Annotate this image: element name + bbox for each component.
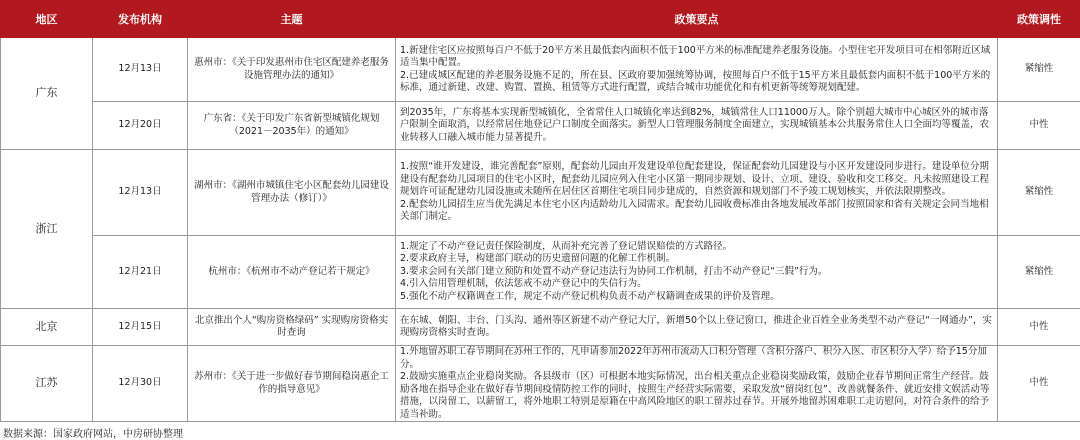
table-row (1, 236, 1080, 309)
table-row (1, 102, 1080, 150)
topic-cell: 北京推出个人“购房资格绿码” 实现购房资格实时查询 (188, 309, 396, 346)
table-row (1, 150, 1080, 236)
tone-cell: 中性 (998, 102, 1080, 150)
date-cell: 12月13日 (93, 150, 188, 236)
tone-cell: 紧缩性 (998, 150, 1080, 236)
tone-cell: 中性 (998, 346, 1080, 422)
policy-point: 1.规定了不动产登记责任保险制度，从而补充完善了登记错误赔偿的方式路径。 (400, 240, 733, 252)
table-header-row (1, 1, 1080, 38)
topic-cell: 广东省：《关于印发广东省新型城镇化规划（2021－2035年）的通知》 (188, 102, 396, 150)
policy-point: 3.要求会同有关部门建立预防和处置不动产登记违法行为协同工作机制，打击不动产登记“三假”行为。 (400, 265, 828, 277)
policy-points-cell (396, 38, 998, 102)
table-row (1, 38, 1080, 102)
header-topic: 主题 (188, 1, 396, 38)
header-points: 政策要点 (396, 1, 998, 38)
topic-cell: 惠州市：《关于印发惠州市住宅区配建养老服务设施管理办法的通知》 (188, 38, 396, 102)
policy-point: 在东城、朝阳、丰台、门头沟、通州等区新建不动产登记大厅，新增50个以上登记窗口，推进企业百姓全业务类型不动产登记“一网通办”，实现购房资格实时查询。 (400, 314, 992, 338)
date-cell: 12月21日 (93, 236, 188, 309)
policy-points-cell (396, 346, 998, 422)
policy-point: 4.引入信用管理机制，依法惩戒不动产登记中的失信行为。 (400, 278, 647, 290)
header-tone: 政策调性 (998, 1, 1080, 38)
tone-cell: 紧缩性 (998, 38, 1080, 102)
policy-point: 1.新建住宅区应按照每百户不低于20平方米且最低套内面积不低于100平方米的标准配建养老服务设施。小型住宅开发项目可在相邻附近区域适当集中配置。 (400, 44, 991, 68)
policy-points-cell (396, 309, 998, 346)
region-cell: 广东 (1, 38, 93, 150)
date-cell: 12月13日 (93, 38, 188, 102)
policy-point: 2.已建成城区配建的养老服务设施不足的，所在县、区政府要加强统筹协调，按照每百户不低于15平方米且最低套内面积不低于100平方米的标准，通过新建、改建、购置、置换、租赁等方式进行配置，或结合城市功能优化和有机更新等统筹规划配建。 (400, 69, 991, 93)
topic-cell: 苏州市：《关于进一步做好春节期间稳岗惠企工作的指导意见》 (188, 346, 396, 422)
region-cell: 北京 (1, 309, 93, 346)
region-cell: 江苏 (1, 346, 93, 422)
date-cell: 12月30日 (93, 346, 188, 422)
policy-points-cell (396, 102, 998, 150)
date-cell: 12月20日 (93, 102, 188, 150)
topic-cell: 湖州市：《湖州市城镇住宅小区配套幼儿园建设管理办法（修订）》 (188, 150, 396, 236)
policy-point: 2.要求政府主导，构建部门联动的历史遗留问题的化解工作机制。 (400, 253, 676, 265)
table-row (1, 346, 1080, 422)
policy-point: 2.鼓励实施重点企业稳岗奖励。各县级市（区）可根据本地实际情况，出台相关重点企业稳岗奖励政策，鼓励企业春节期间正常生产经营。鼓励各地在指导企业在做好春节期间疫情防控工作的同时，按照生产经营实际需要，采取发放“留岗红包”、改善就餐条件、就近安排文娱活动等措施，以岗留工、以薪留工，将外地职工特别是原籍在中高风险地区的职工留苏过春节。开展外地留苏困难职工走访慰问，对符合条件的给予适当补助。 (400, 371, 990, 420)
data-source-note: 数据来源：国家政府网站，中房研协整理 (3, 429, 183, 440)
table-row (1, 309, 1080, 346)
policy-point: 1.外地留苏职工春节期间在苏州工作的，凡申请参加2022年苏州市流动人口积分管理（含积分落户、积分入医、市区积分入学）给予15分加分。 (400, 346, 987, 370)
tone-cell: 紧缩性 (998, 236, 1080, 309)
policy-points-cell (396, 150, 998, 236)
policy-point: 1.按照“谁开发建设，谁完善配套”原则，配套幼儿园由开发建设单位配套建设，保证配套幼儿园建设与小区开发建设同步进行。建设单位分期建设有配套幼儿园项目的住宅小区时，配套幼儿园应列入住宅小区第一期同步规划、设计、立项、建设、验收和交工移交。凡未按照建设工程规划许可证配建幼儿园设施或未随所在居住区首期住宅项目同步建成的，自然资源和规划部门不予竣工规划核实，并依法限期整改。 (400, 161, 990, 198)
topic-cell: 杭州市：《杭州市不动产登记若干规定》 (188, 236, 396, 309)
header-agency: 发布机构 (93, 1, 188, 38)
policy-points-cell (396, 236, 998, 309)
region-cell: 浙江 (1, 150, 93, 309)
tone-cell: 中性 (998, 309, 1080, 346)
policy-point: 到2035年，广东将基本实现新型城镇化，全省常住人口城镇化率达到82%，城镇常住人口11000万人。除个别超大城市中心城区外的城市落户限制全面取消，以经常居住地登记户口制度全面落实。新型人口管理服务制度全面建立，实现城镇基本公共服务常住人口全面均等覆盖，农业转移人口融入城市能力显著提升。 (400, 106, 990, 143)
header-region: 地区 (1, 1, 93, 38)
date-cell: 12月15日 (93, 309, 188, 346)
policy-point: 5.强化不动产权籍调查工作，规定不动产登记机构负责不动产权籍调查成果的评价及管理。 (400, 290, 780, 302)
policy-point: 2.配套幼儿园招生应当优先满足本住宅小区内适龄幼儿入园需求。配套幼儿园收费标准由各地发展改革部门按照国家和省有关规定会同当地相关部门制定。 (400, 198, 989, 223)
